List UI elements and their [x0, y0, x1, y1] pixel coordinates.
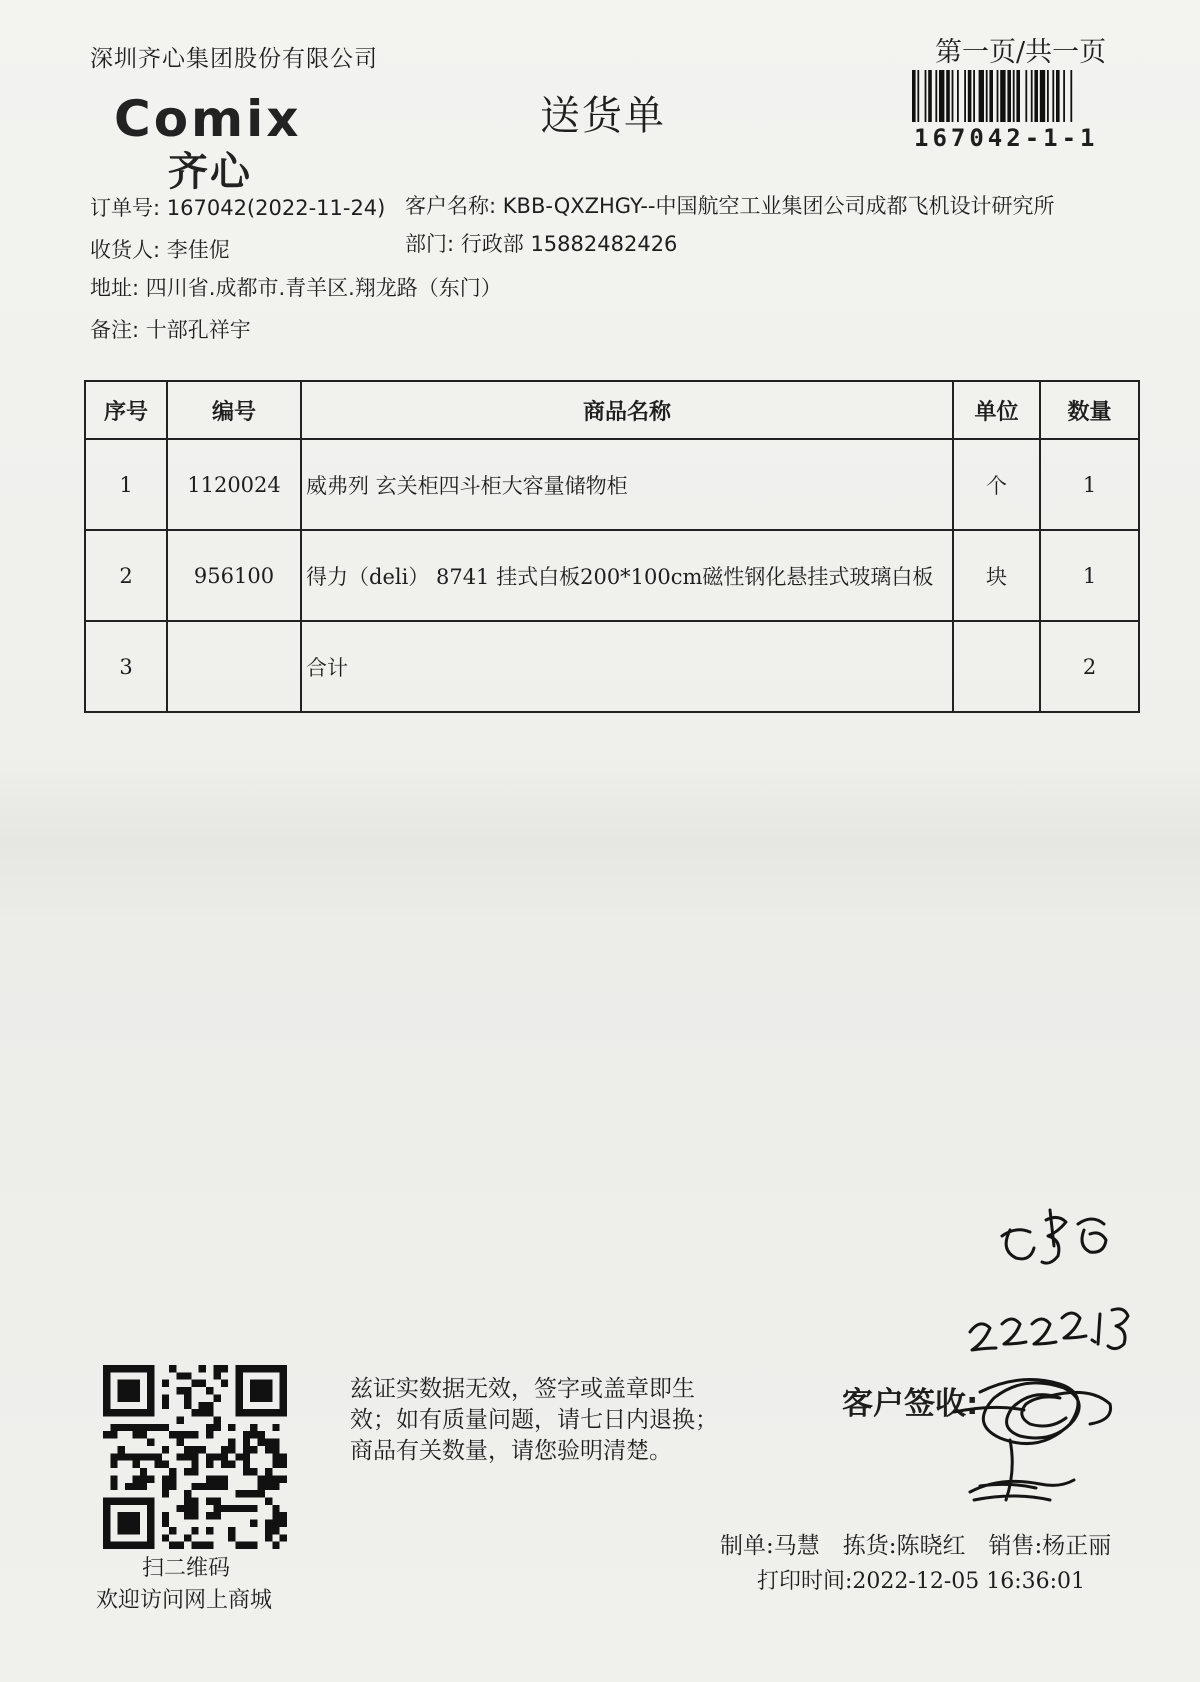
- dept-value: 行政部 15882482426: [460, 232, 678, 256]
- cell-name: 合计: [301, 621, 953, 712]
- comix-logo-cn: 齐心: [168, 149, 252, 195]
- remark-row: [90, 314, 251, 344]
- col-header-name: 商品名称: [301, 381, 953, 439]
- qr-caption: 扫二维码: [142, 1556, 231, 1581]
- cell-name: 威弗列 玄关柜四斗柜大容量储物柜: [301, 439, 953, 530]
- remark-label: 备注:: [90, 318, 140, 342]
- table-header-row: [85, 381, 1139, 439]
- table-row: [85, 530, 1139, 621]
- address-value: 四川省.成都市.青羊区.翔龙路（东门）: [145, 276, 502, 300]
- notice-line: 商品有关数量，请您验明清楚。: [350, 1438, 672, 1464]
- table-row: [85, 439, 1139, 530]
- comix-logo: Comix: [114, 90, 302, 148]
- address-row: [90, 272, 502, 302]
- cell-seq: 2: [85, 530, 167, 621]
- barcode: [912, 70, 1124, 122]
- customer-sign-label: 客户签收:: [842, 1386, 979, 1422]
- notice-line: 兹证实数据无效，签字或盖章即生: [350, 1376, 695, 1402]
- remark-value: 十部孔祥宇: [145, 318, 251, 342]
- cell-qty: 1: [1040, 439, 1139, 530]
- page-info: 第一页/共一页: [935, 37, 1107, 68]
- qr-code: [103, 1365, 287, 1549]
- cell-seq: 3: [85, 621, 167, 712]
- dept-label: 部门:: [405, 232, 455, 256]
- cell-code: 1120024: [167, 439, 301, 530]
- order-no-value: 167042(2022-11-24): [166, 196, 386, 220]
- col-header-qty: 数量: [1040, 381, 1139, 439]
- cell-code: 956100: [167, 530, 301, 621]
- order-no-label: 订单号:: [90, 196, 161, 220]
- handwritten-signature: [950, 1200, 1160, 1510]
- cell-unit: [953, 621, 1040, 712]
- receiver-label: 收货人:: [90, 238, 161, 262]
- customer-value: KBB-QXZHGY--中国航空工业集团公司成都飞机设计研究所: [502, 194, 1055, 218]
- customer-row: [405, 190, 1055, 220]
- company-name: 深圳齐心集团股份有限公司: [90, 46, 378, 72]
- cell-seq: 1: [85, 439, 167, 530]
- items-table: [84, 380, 1140, 713]
- qr-caption-shop: 欢迎访问网上商城: [96, 1588, 273, 1613]
- address-label: 地址:: [90, 276, 140, 300]
- dept-row: [405, 228, 677, 258]
- barcode-number: 167042-1-1: [914, 124, 1099, 152]
- order-no-row: [90, 192, 385, 222]
- receiver-row: [90, 234, 230, 264]
- col-header-code: 编号: [167, 381, 301, 439]
- col-header-unit: 单位: [953, 381, 1040, 439]
- receiver-value: 李佳伲: [166, 238, 230, 262]
- cell-unit: 个: [953, 439, 1040, 530]
- cell-name: 得力（deli） 8741 挂式白板200*100cm磁性钢化悬挂式玻璃白板: [301, 530, 953, 621]
- cell-code: [167, 621, 301, 712]
- notice-text: [350, 1374, 718, 1467]
- col-header-seq: 序号: [85, 381, 167, 439]
- print-time: 打印时间:2022-12-05 16:36:01: [757, 1569, 1086, 1594]
- staff-info: 制单:马慧 拣货:陈晓红 销售:杨正丽: [720, 1533, 1112, 1559]
- notice-line: 效；如有质量问题，请七日内退换；: [350, 1407, 718, 1433]
- table-row: [85, 621, 1139, 712]
- cell-qty: 1: [1040, 530, 1139, 621]
- cell-qty: 2: [1040, 621, 1139, 712]
- cell-unit: 块: [953, 530, 1040, 621]
- document-title: 送货单: [540, 93, 666, 139]
- customer-label: 客户名称:: [405, 194, 497, 218]
